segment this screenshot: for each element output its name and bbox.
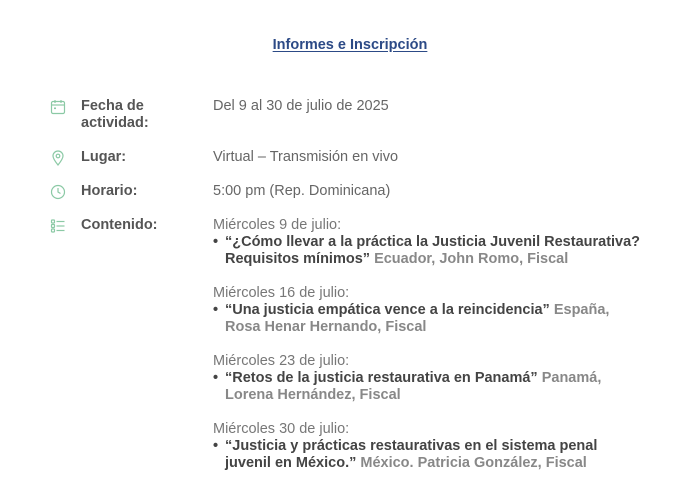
calendar-icon — [50, 99, 66, 115]
session-day: Miércoles 23 de julio: — [213, 353, 350, 369]
session-item — [213, 217, 643, 268]
session-speaker: España, Rosa Henar Hernando, Fiscal — [225, 302, 610, 335]
session-bullet — [213, 438, 643, 472]
session-speaker: Ecuador, John Romo, Fiscal — [374, 251, 569, 267]
horario-value: 5:00 pm (Rep. Dominicana) — [213, 183, 391, 199]
horario-label: Horario: — [81, 183, 138, 199]
fecha-label: Fecha de actividad: — [81, 98, 149, 131]
session-item — [213, 421, 643, 472]
sessions-list — [213, 217, 643, 472]
session-speaker: Panamá, Lorena Hernández, Fiscal — [225, 370, 602, 403]
session-day: Miércoles 16 de julio: — [213, 285, 350, 301]
bullet-dot: • — [213, 438, 219, 454]
informes-inscripcion-link[interactable]: Informes e Inscripción — [272, 37, 428, 53]
fecha-value: Del 9 al 30 de julio de 2025 — [213, 98, 389, 114]
session-bullet — [213, 302, 643, 336]
session-day: Miércoles 30 de julio: — [213, 421, 350, 437]
session-title: “Una justicia empática vence a la reincidencia” — [225, 302, 550, 318]
bullet-dot: • — [213, 234, 219, 250]
session-title: “Retos de la justicia restaurativa en Panamá” — [225, 370, 538, 386]
session-day: Miércoles 9 de julio: — [213, 217, 342, 233]
session-speaker: México. Patricia González, Fiscal — [360, 455, 587, 471]
lugar-value: Virtual – Transmisión en vivo — [213, 149, 399, 165]
list-icon — [50, 218, 66, 234]
contenido-label: Contenido: — [81, 217, 158, 233]
lugar-label: Lugar: — [81, 149, 127, 165]
location-pin-icon — [50, 150, 66, 166]
session-bullet — [213, 370, 643, 404]
session-title: “Justicia y prácticas restaurativas en el sistema penal juvenil en México.” — [225, 438, 598, 471]
session-item — [213, 285, 643, 336]
clock-icon — [50, 184, 66, 200]
session-title: “¿Cómo llevar a la práctica la Justicia Juvenil Restaurativa? Requisitos mínimos” — [225, 234, 641, 267]
bullet-dot: • — [213, 370, 219, 386]
session-item — [213, 353, 643, 404]
bullet-dot: • — [213, 302, 219, 318]
session-bullet — [213, 234, 643, 268]
